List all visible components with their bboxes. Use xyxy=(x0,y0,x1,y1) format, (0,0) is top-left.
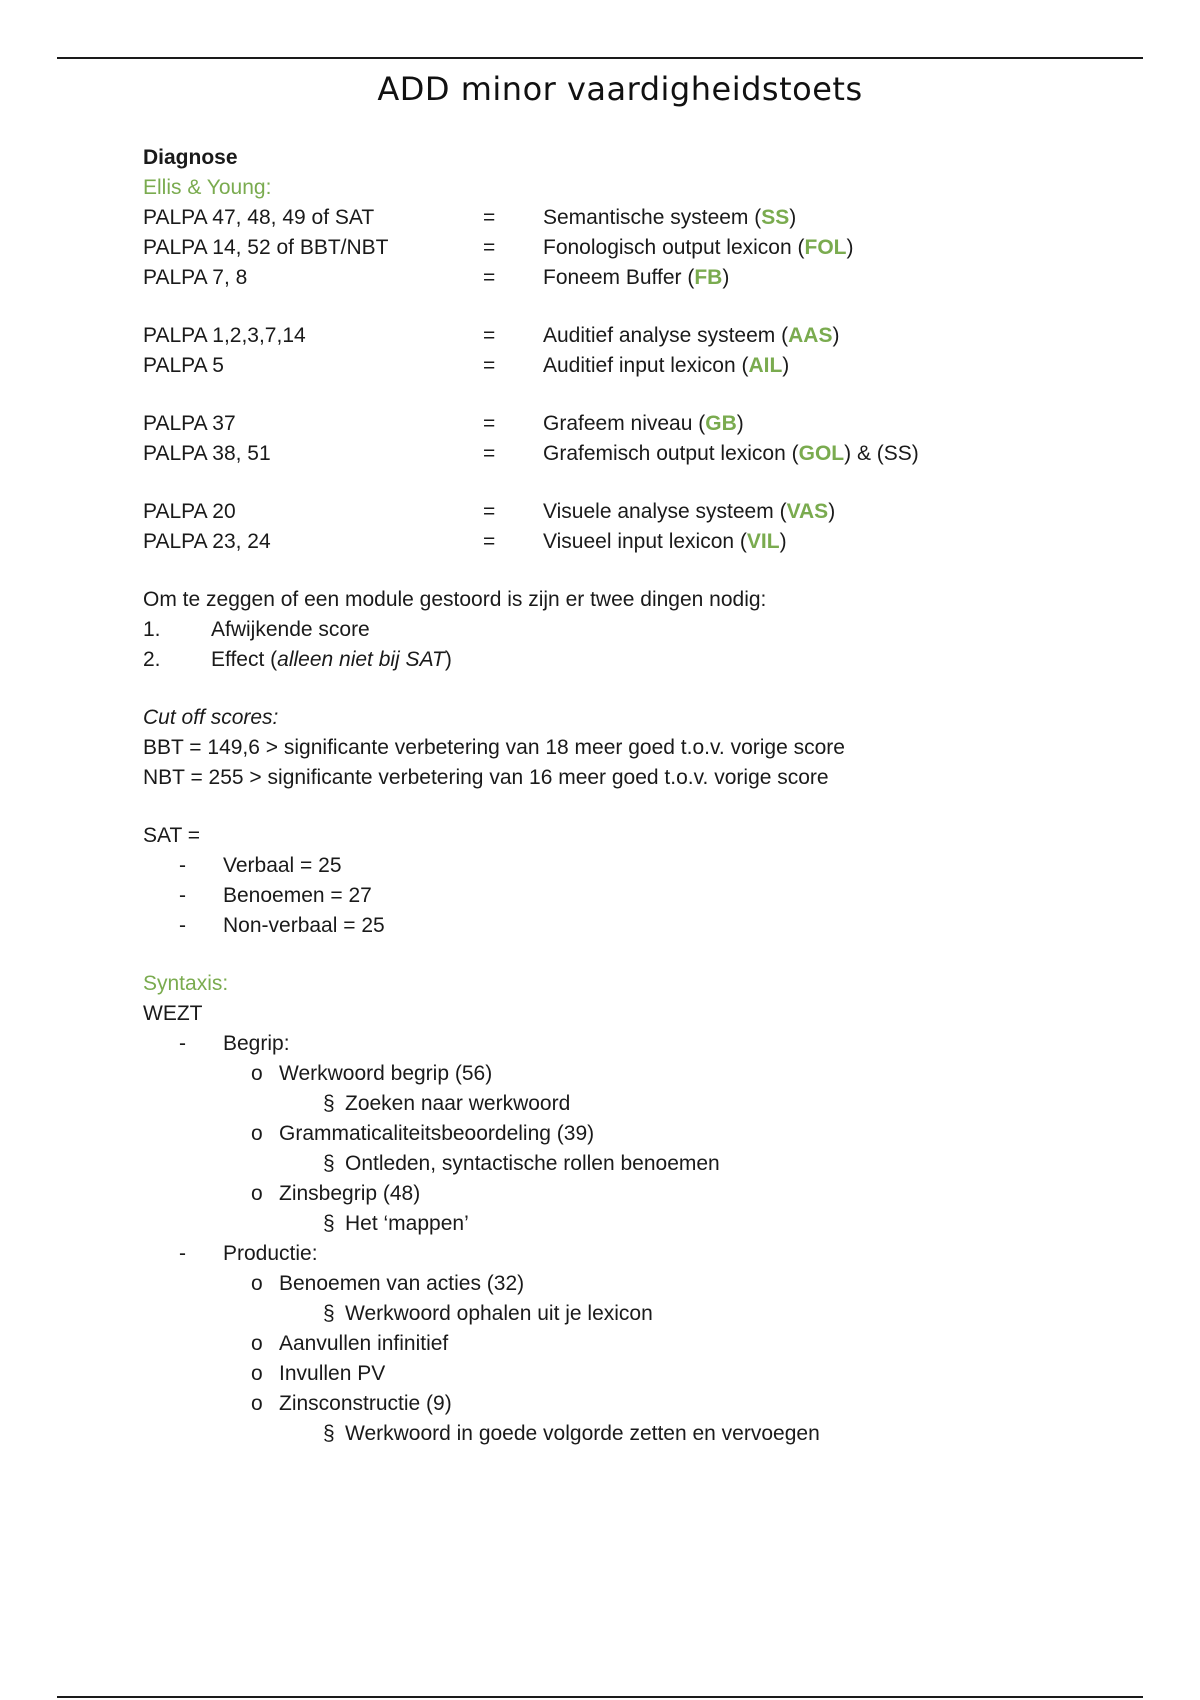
row-test: PALPA 23, 24 xyxy=(143,530,271,553)
row-equals: = xyxy=(483,324,496,347)
module-intro: Om te zeggen of een module gestoord is zijn er twee dingen nodig: xyxy=(143,588,767,611)
row-test: PALPA 5 xyxy=(143,354,224,377)
diagnose-row xyxy=(143,203,1143,233)
diagnose-heading: Diagnose xyxy=(143,146,238,169)
row-test: PALPA 47, 48, 49 of SAT xyxy=(143,206,375,229)
begrip-subitem: § Ontleden, syntactische rollen benoemen xyxy=(323,1152,720,1175)
row-module: Auditief input lexicon (AIL) xyxy=(543,354,790,377)
row-module: Fonologisch output lexicon (FOL) xyxy=(543,236,854,259)
module-abbr: GOL xyxy=(798,442,845,465)
diagnose-row xyxy=(143,233,1143,263)
diagnose-row xyxy=(143,321,1143,351)
begrip-subitem: § Zoeken naar werkwoord xyxy=(323,1092,571,1115)
begrip-item: o Zinsbegrip (48) xyxy=(251,1182,421,1205)
ellis-young-heading: Ellis & Young: xyxy=(143,176,272,199)
module-abbr: AIL xyxy=(748,354,783,377)
begrip-item: o Grammaticaliteitsbeoordeling (39) xyxy=(251,1122,595,1145)
module-abbr: SS xyxy=(761,206,790,229)
begrip-subitem: § Het ‘mappen’ xyxy=(323,1212,469,1235)
diagnose-row xyxy=(143,263,1143,293)
row-module: Foneem Buffer (FB) xyxy=(543,266,730,289)
top-rule xyxy=(57,57,1143,59)
productie-subitem: § Werkwoord in goede volgorde zetten en vervoegen xyxy=(323,1422,820,1445)
module-abbr: GB xyxy=(705,412,737,435)
row-equals: = xyxy=(483,236,496,259)
diagnose-row xyxy=(143,439,1143,469)
row-test: PALPA 7, 8 xyxy=(143,266,248,289)
cutoff-line: BBT = 149,6 > significante verbetering van 18 meer goed t.o.v. vorige score xyxy=(143,736,845,759)
module-abbr: VIL xyxy=(746,530,780,553)
module-abbr: FB xyxy=(694,266,723,289)
sat-item: - Non-verbaal = 25 xyxy=(179,914,385,937)
module-abbr: FOL xyxy=(804,236,847,259)
begrip-label: - Begrip: xyxy=(179,1032,290,1055)
module-abbr: VAS xyxy=(786,500,829,523)
begrip-item: o Werkwoord begrip (56) xyxy=(251,1062,493,1085)
syntaxis-heading: Syntaxis: xyxy=(143,972,229,995)
row-equals: = xyxy=(483,500,496,523)
row-module: Auditief analyse systeem (AAS) xyxy=(543,324,840,347)
row-test: PALPA 20 xyxy=(143,500,236,523)
numbered-item: 1. Afwijkende score xyxy=(143,618,370,641)
productie-item: o Invullen PV xyxy=(251,1362,386,1385)
page-title: ADD minor vaardigheidstoets xyxy=(377,70,863,108)
row-equals: = xyxy=(483,530,496,553)
row-test: PALPA 14, 52 of BBT/NBT xyxy=(143,236,389,259)
row-module: Semantische systeem (SS) xyxy=(543,206,797,229)
row-module: Visueel input lexicon (VIL) xyxy=(543,530,787,553)
numbered-item: 2. Effect (alleen niet bij SAT) xyxy=(143,648,452,671)
diagnose-row xyxy=(143,497,1143,527)
sat-heading: SAT = xyxy=(143,824,201,847)
productie-item: o Zinsconstructie (9) xyxy=(251,1392,452,1415)
row-module: Grafemisch output lexicon (GOL) & (SS) xyxy=(543,442,919,465)
sat-item: - Benoemen = 27 xyxy=(179,884,372,907)
row-equals: = xyxy=(483,266,496,289)
row-equals: = xyxy=(483,412,496,435)
row-equals: = xyxy=(483,354,496,377)
row-test: PALPA 1,2,3,7,14 xyxy=(143,324,306,347)
diagnose-row xyxy=(143,409,1143,439)
sat-item: - Verbaal = 25 xyxy=(179,854,342,877)
wezt-label: WEZT xyxy=(143,1002,203,1025)
productie-item: o Aanvullen infinitief xyxy=(251,1332,449,1355)
module-abbr: AAS xyxy=(788,324,833,347)
bottom-rule xyxy=(57,1696,1143,1698)
productie-label: - Productie: xyxy=(179,1242,318,1265)
productie-subitem: § Werkwoord ophalen uit je lexicon xyxy=(323,1302,653,1325)
diagnose-row xyxy=(143,351,1143,381)
row-equals: = xyxy=(483,442,496,465)
cutoff-line: NBT = 255 > significante verbetering van 16 meer goed t.o.v. vorige score xyxy=(143,766,829,789)
row-module: Grafeem niveau (GB) xyxy=(543,412,744,435)
row-module: Visuele analyse systeem (VAS) xyxy=(543,500,836,523)
diagnose-row xyxy=(143,527,1143,557)
productie-item: o Benoemen van acties (32) xyxy=(251,1272,525,1295)
row-test: PALPA 37 xyxy=(143,412,236,435)
cutoff-heading: Cut off scores: xyxy=(143,706,279,729)
document-body xyxy=(143,143,1143,1449)
row-test: PALPA 38, 51 xyxy=(143,442,271,465)
row-equals: = xyxy=(483,206,496,229)
